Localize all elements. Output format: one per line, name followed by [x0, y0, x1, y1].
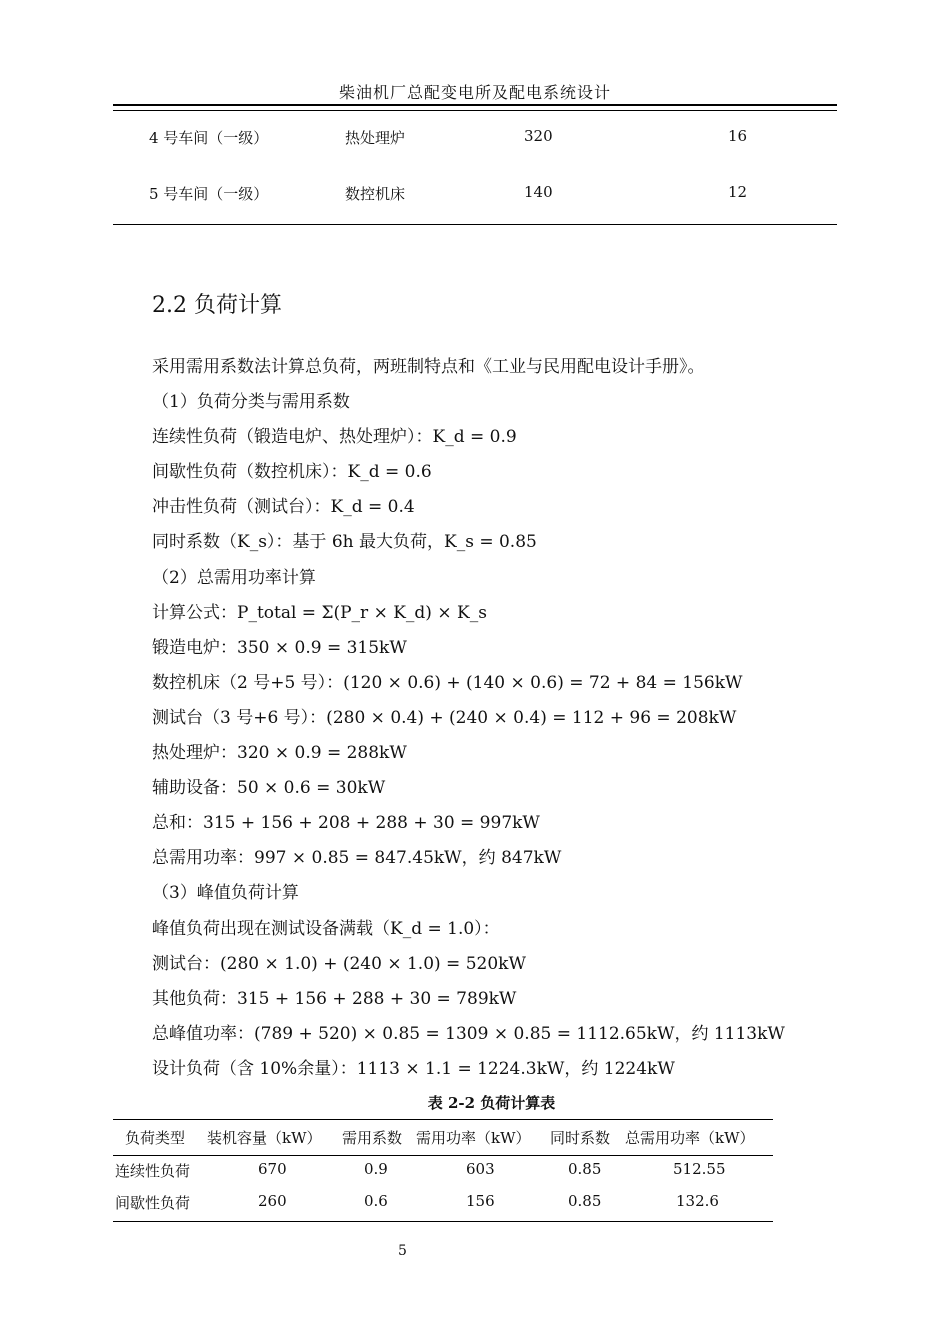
paragraph-line: 同时系数（K_s）：基于 6h 最大负荷，K_s = 0.85 — [152, 532, 537, 553]
table-cell: 156 — [466, 1192, 495, 1210]
paragraph-line: 间歇性负荷（数控机床）：K_d = 0.6 — [152, 462, 432, 483]
table-row — [113, 169, 837, 225]
table-cell: 512.55 — [673, 1160, 726, 1178]
paragraph-line: 连续性负荷（锻造电炉、热处理炉）：K_d = 0.9 — [152, 427, 517, 448]
table-bottom-rule — [113, 224, 837, 225]
table-cell: 12 — [728, 183, 748, 201]
table-cell: 数控机床 — [345, 185, 406, 203]
table-row — [113, 113, 837, 169]
paragraph-line: 热处理炉：320 × 0.9 = 288kW — [152, 743, 407, 764]
section-heading: 2.2 负荷计算 — [152, 293, 282, 318]
load-table-bottom-rule — [113, 1221, 773, 1222]
column-header: 需用功率（kW） — [416, 1129, 531, 1147]
table-cell: 0.85 — [568, 1192, 602, 1210]
page-header-title: 柴油机厂总配变电所及配电系统设计 — [338, 83, 611, 102]
table-cell: 260 — [258, 1192, 287, 1210]
paragraph-line: （2）总需用功率计算 — [152, 567, 316, 588]
load-table-top-rule — [113, 1119, 773, 1120]
table-row — [113, 1188, 773, 1216]
paragraph-line: 测试台：(280 × 1.0) + (240 × 1.0) = 520kW — [152, 953, 526, 974]
continued-workshop-table — [113, 113, 837, 225]
table-cell: 603 — [466, 1160, 495, 1178]
paragraph-line: 其他负荷：315 + 156 + 288 + 30 = 789kW — [152, 988, 517, 1009]
paragraph-line: 采用需用系数法计算总负荷，两班制特点和《工业与民用配电设计手册》。 — [152, 357, 705, 377]
table-row — [113, 1156, 773, 1184]
paragraph-line: 峰值负荷出现在测试设备满载（K_d = 1.0）： — [152, 918, 500, 939]
table-cell: 670 — [258, 1160, 287, 1178]
paragraph-line: 冲击性负荷（测试台）：K_d = 0.4 — [152, 497, 415, 518]
paragraph-line: 总需用功率：997 × 0.85 = 847.45kW，约 847kW — [152, 848, 562, 869]
paragraph-line: （3）峰值负荷计算 — [152, 883, 299, 904]
column-header: 需用系数 — [342, 1129, 403, 1147]
column-header: 总需用功率（kW） — [625, 1129, 755, 1147]
table-cell: 连续性负荷 — [115, 1162, 191, 1180]
page-number: 5 — [398, 1243, 407, 1259]
body-text — [152, 350, 832, 1087]
header-rule-thick — [113, 104, 837, 106]
table-cell: 0.9 — [364, 1160, 388, 1178]
table-cell: 16 — [728, 127, 748, 145]
column-header: 装机容量（kW） — [207, 1129, 322, 1147]
paragraph-line: 辅助设备：50 × 0.6 = 30kW — [152, 778, 386, 799]
paragraph-line: 数控机床（2 号+5 号）：(120 × 0.6) + (140 × 0.6) = 72 + 84 = 156kW — [152, 672, 743, 693]
table-cell: 5 号车间（一级） — [149, 185, 269, 203]
header-rule-thin — [113, 110, 837, 111]
table-cell: 热处理炉 — [345, 129, 406, 147]
paragraph-line: （1）负荷分类与需用系数 — [152, 392, 350, 413]
paragraph-line: 测试台（3 号+6 号）：(280 × 0.4) + (240 × 0.4) = 112 + 96 = 208kW — [152, 707, 737, 728]
table-cell: 132.6 — [676, 1192, 719, 1210]
paragraph-line: 总峰值功率：(789 + 520) × 0.85 = 1309 × 0.85 = 1112.65kW，约 1113kW — [152, 1023, 785, 1044]
load-table-header — [113, 1123, 773, 1151]
paragraph-line: 总和：315 + 156 + 208 + 288 + 30 = 997kW — [152, 813, 540, 834]
table-cell: 间歇性负荷 — [115, 1194, 191, 1212]
table-caption: 表 2-2 负荷计算表 — [427, 1094, 556, 1112]
table-cell: 140 — [524, 183, 553, 201]
paragraph-line: 设计负荷（含 10%余量）：1113 × 1.1 = 1224.3kW，约 1224kW — [152, 1058, 675, 1079]
column-header: 负荷类型 — [125, 1129, 186, 1147]
paragraph-line: 锻造电炉：350 × 0.9 = 315kW — [152, 637, 407, 658]
table-cell: 4 号车间（一级） — [149, 129, 269, 147]
paragraph-line: 计算公式：P_total = Σ(P_r × K_d) × K_s — [152, 602, 487, 623]
table-cell: 0.6 — [364, 1192, 388, 1210]
table-cell: 320 — [524, 127, 553, 145]
table-cell: 0.85 — [568, 1160, 602, 1178]
column-header: 同时系数 — [550, 1129, 611, 1147]
